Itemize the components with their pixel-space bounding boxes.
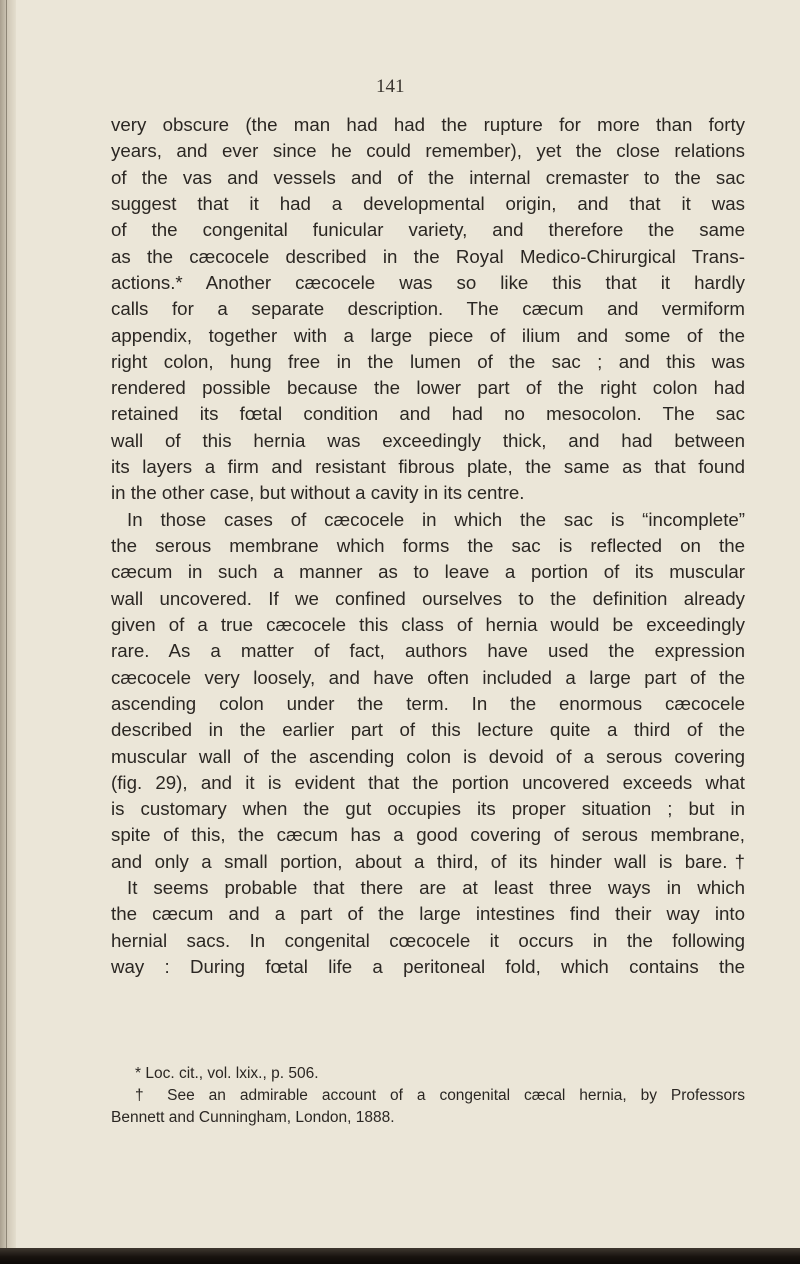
text-line: rare. As a matter of fact, authors have used the expression <box>111 640 745 662</box>
footnote: Bennett and Cunningham, London, 1888. <box>111 1109 395 1126</box>
body-text <box>111 112 745 980</box>
text-line: suggest that it had a developmental origin, and that it was <box>111 192 745 214</box>
text-line: given of a true cæcocele this class of hernia would be exceedingly <box>111 613 745 635</box>
text-line: spite of this, the cæcum has a good covering of serous membrane, <box>111 824 745 846</box>
text-line: retained its fœtal condition and had no mesocolon. The sac <box>111 403 745 425</box>
text-line: cæcocele very loosely, and have often included a large part of the <box>111 666 745 688</box>
page-bottom-edge <box>0 1248 800 1264</box>
text-line: the serous membrane which forms the sac is reflected on the <box>111 535 745 556</box>
text-line: muscular wall of the ascending colon is devoid of a serous covering <box>111 745 745 767</box>
text-line: and only a small portion, about a third, of its hinder wall is bare.† <box>111 850 745 872</box>
footnotes <box>111 1063 745 1129</box>
text-line: (fig. 29), and it is evident that the portion uncovered exceeds what <box>111 771 745 793</box>
text-line: of the vas and vessels and of the internal cremaster to the sac <box>111 166 745 188</box>
text-line: its layers a firm and resistant fibrous plate, the same as that found <box>111 456 745 478</box>
footnote: † See an admirable account of a congenital cæcal hernia, by Professors <box>135 1087 745 1104</box>
text-line: appendix, together with a large piece of ilium and some of the <box>111 324 745 346</box>
text-line: In those cases of cæcocele in which the sac is “incomplete” <box>127 508 745 530</box>
footnote: * Loc. cit., vol. lxix., p. 506. <box>135 1065 319 1082</box>
text-line: wall of this hernia was exceedingly thick, and had between <box>111 429 745 451</box>
text-line: very obscure (the man had had the rupture for more than forty <box>111 114 745 135</box>
text-line: right colon, hung free in the lumen of the sac ; and this was <box>111 350 745 372</box>
text-line: rendered possible because the lower part of the right colon had <box>111 377 745 399</box>
text-line: cæcum in such a manner as to leave a portion of its muscular <box>111 561 745 583</box>
text-line: wall uncovered. If we confined ourselves to the definition already <box>111 587 745 609</box>
text-line: actions.* Another cæcocele was so like this that it hardly <box>111 271 745 293</box>
text-line: is customary when the gut occupies its proper situation ; but in <box>111 798 745 820</box>
text-line: the cæcum and a part of the large intestines find their way into <box>111 903 745 925</box>
page-number: 141 <box>376 76 405 97</box>
text-line: in the other case, but without a cavity in its centre. <box>111 482 525 504</box>
gutter-line <box>6 0 7 1264</box>
text-line: described in the earlier part of this lecture quite a third of the <box>111 719 745 741</box>
text-line: way : During fœtal life a peritoneal fold, which contains the <box>111 956 745 977</box>
text-line: years, and ever since he could remember), yet the close relations <box>111 140 745 162</box>
text-line: of the congenital funicular variety, and therefore the same <box>111 219 745 241</box>
text-line: It seems probable that there are at least three ways in which <box>127 877 745 899</box>
text-line: hernial sacs. In congenital cœcocele it occurs in the following <box>111 929 745 951</box>
book-spine-shadow <box>0 0 16 1264</box>
text-line: ascending colon under the term. In the enormous cæcocele <box>111 692 745 714</box>
text-line: as the cæcocele described in the Royal Medico-Chirurgical Trans- <box>111 245 745 267</box>
text-line: calls for a separate description. The cæcum and vermiform <box>111 298 745 320</box>
